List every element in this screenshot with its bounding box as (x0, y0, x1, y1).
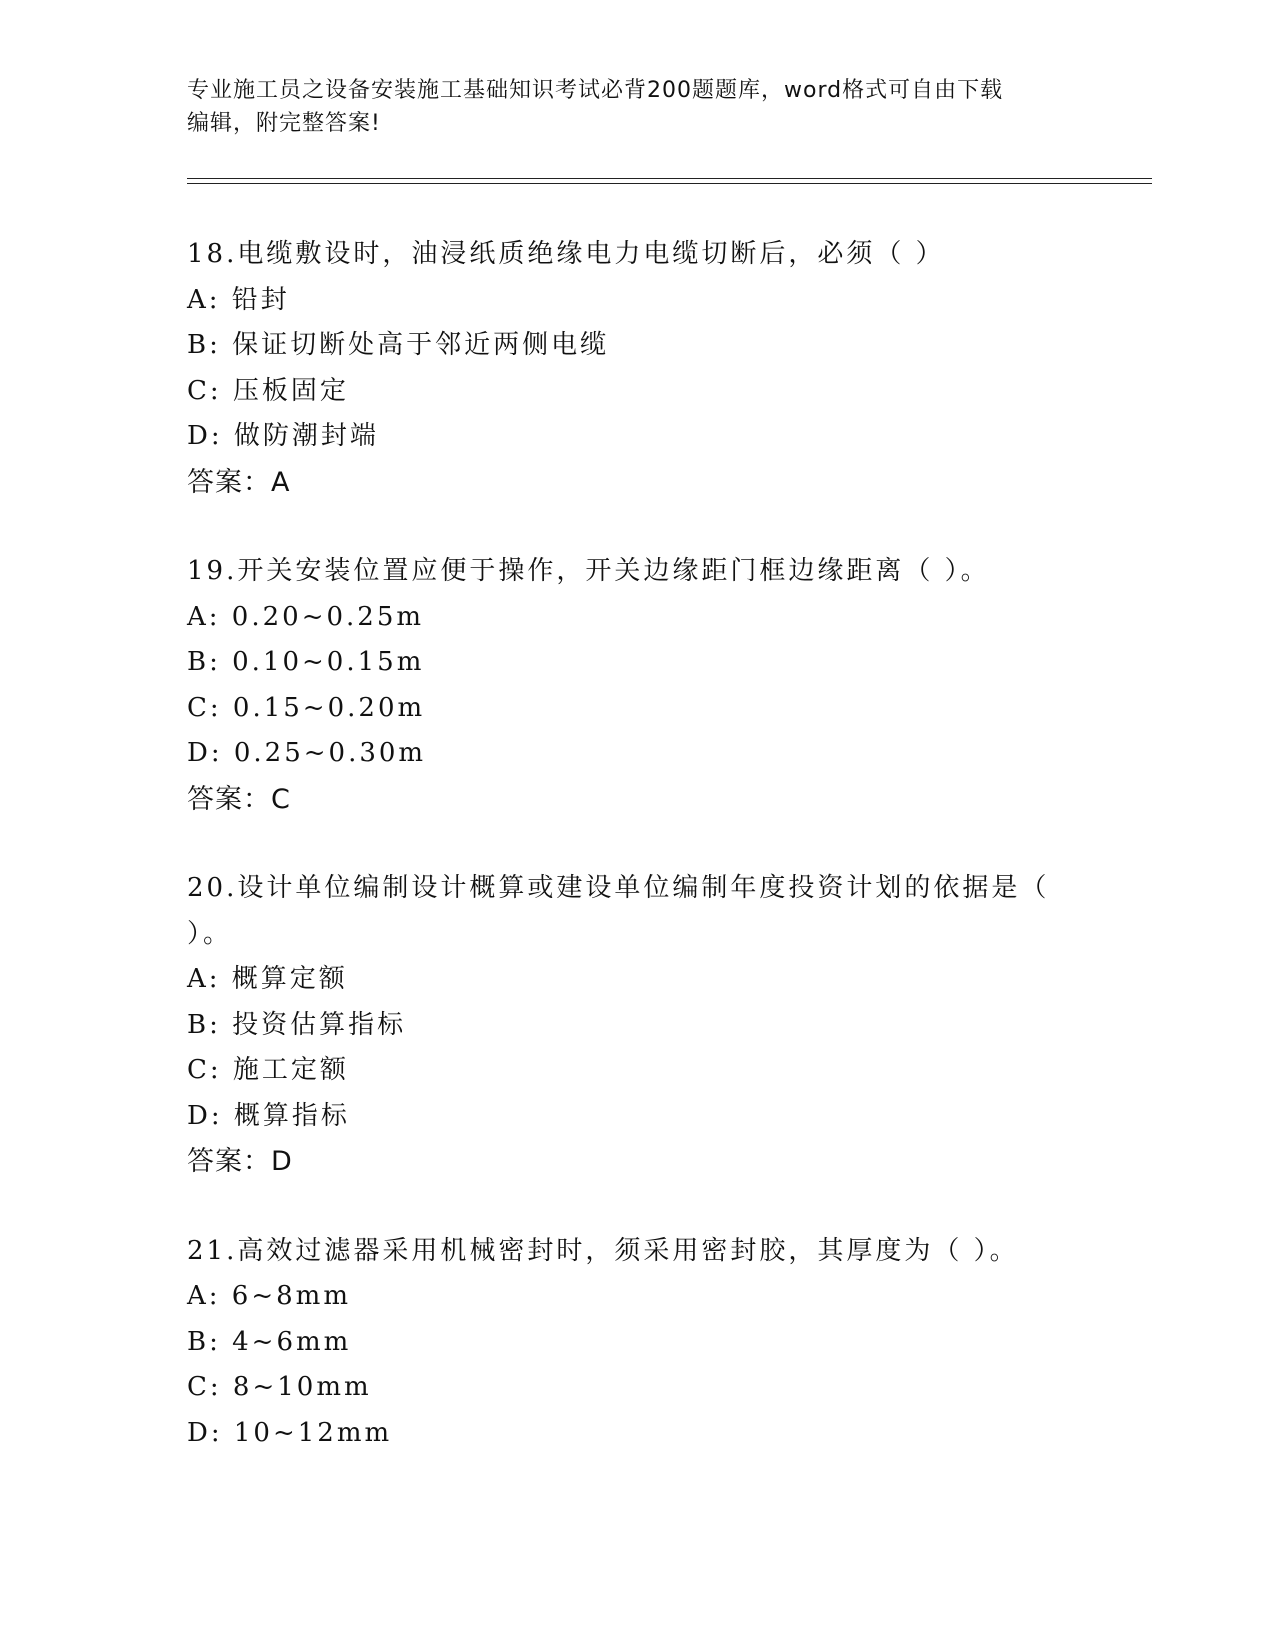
answer: 答案：C (187, 783, 291, 815)
option-b: B: 4~6mm (187, 1326, 352, 1357)
option-b: B: 0.10~0.15m (187, 647, 425, 677)
option-a: A: 6~8mm (187, 1281, 351, 1311)
header-line-1: 专业施工员之设备安装施工基础知识考试必背200题题库，word格式可自由下载 (187, 78, 1004, 103)
document-header (187, 74, 1087, 140)
header-divider-bottom (187, 183, 1152, 184)
header-divider-top (187, 178, 1152, 179)
question-text: 21.高效过滤器采用机械密封时，须采用密封胶，其厚度为（ ）。 (187, 1235, 1019, 1266)
option-a: A: 铅封 (187, 284, 290, 315)
answer: 答案：A (187, 466, 291, 498)
option-c: C: 施工定额 (187, 1055, 349, 1085)
question-21 (187, 1229, 1087, 1457)
question-20 (187, 866, 1087, 1185)
question-text: 19.开关安装位置应便于操作，开关边缘距门框边缘距离（ ）。 (187, 556, 990, 586)
option-b: B: 投资估算指标 (187, 1009, 407, 1040)
question-text: 18.电缆敷设时，油浸纸质绝缘电力电缆切断后，必须（ ） (187, 239, 945, 269)
question-list (187, 232, 1087, 1500)
option-d: D: 10~12mm (187, 1417, 393, 1448)
option-d: D: 0.25~0.30m (187, 738, 427, 768)
option-a: A: 概算定额 (187, 964, 348, 994)
option-c: C: 0.15~0.20m (187, 692, 426, 723)
question-text: 20.设计单位编制设计概算或建设单位编制年度投资计划的依据是（ ）。 (187, 873, 1061, 949)
question-19 (187, 549, 1087, 822)
option-a: A: 0.20~0.25m (187, 601, 425, 632)
option-c: C: 8~10mm (187, 1372, 372, 1402)
header-line-2: 编辑，附完整答案! (187, 111, 381, 136)
option-b: B: 保证切断处高于邻近两侧电缆 (187, 330, 610, 360)
option-d: D: 概算指标 (187, 1100, 350, 1131)
answer: 答案：D (187, 1146, 293, 1177)
question-18 (187, 232, 1087, 505)
option-c: C: 压板固定 (187, 375, 349, 406)
option-d: D: 做防潮封端 (187, 421, 379, 451)
